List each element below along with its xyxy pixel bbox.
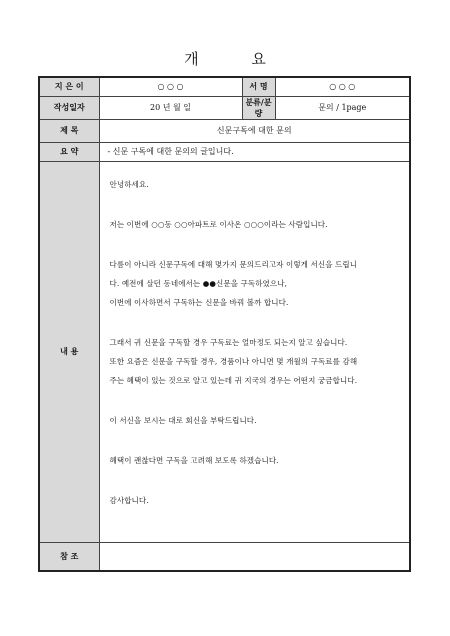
content-line: 감사합니다.: [109, 495, 149, 505]
signature-label: 서 명: [242, 77, 275, 96]
form-row-date: [39, 96, 410, 119]
summary-value: - 신문 구독에 대한 문의의 글입니다.: [99, 142, 410, 161]
category-label: 분류/분량: [242, 96, 275, 119]
author-label: 지 은 이: [39, 77, 99, 96]
date-label: 작성일자: [39, 96, 99, 119]
content-line: 주는 혜택이 있는 것으로 알고 있는데 귀 지국의 경우는 어떤지 궁금합니다.: [109, 375, 358, 385]
date-value: 20 년 월 일: [99, 96, 242, 119]
content-label: 내 용: [39, 161, 99, 542]
content-body: [99, 161, 410, 542]
form-row-subject: [39, 119, 410, 142]
content-line: 저는 이번에 ○○동 ○○아파트로 이사온 ○○○이라는 사람입니다.: [109, 219, 328, 229]
content-line: 혜택이 괜찮다면 구독을 고려해 보도록 하겠습니다.: [109, 455, 279, 465]
form-row-reference: [39, 542, 410, 571]
content-line: 다. 예전에 살던 동네에서는 ●●신문을 구독하였으나,: [109, 278, 288, 288]
author-value: ○ ○ ○: [99, 77, 242, 96]
form-row-content: [39, 161, 410, 542]
content-line: 이번에 이사하면서 구독하는 신문을 바꿔 볼까 합니다.: [109, 297, 289, 307]
document-title: 개 요: [184, 50, 290, 68]
content-line: 안녕하세요.: [109, 179, 149, 189]
content-line: 그래서 귀 신문을 구독할 경우 구독료는 얼마정도 되는지 알고 싶습니다.: [109, 337, 348, 347]
category-value: 문의 / 1page: [275, 96, 410, 119]
subject-value: 신문구독에 대한 문의: [99, 119, 410, 142]
content-line: 다름이 아니라 신문구독에 대해 몇가지 문의드리고자 이렇게 서신을 드립니: [109, 259, 358, 269]
reference-value: [99, 542, 410, 571]
reference-label: 참 조: [39, 542, 99, 571]
form-row-summary: [39, 142, 410, 161]
summary-label: 요 약: [39, 142, 99, 161]
form-row-author: [39, 77, 410, 96]
signature-value: ○ ○ ○: [275, 77, 410, 96]
content-line: 이 서신을 보시는 대로 회신을 부탁드립니다.: [109, 415, 257, 425]
content-line: 또한 요즘은 신문을 구독할 경우, 경품이나 아니면 몇 개월의 구독료를 감해: [109, 356, 358, 366]
summary-form-table: [38, 76, 411, 572]
subject-label: 제 목: [39, 119, 99, 142]
